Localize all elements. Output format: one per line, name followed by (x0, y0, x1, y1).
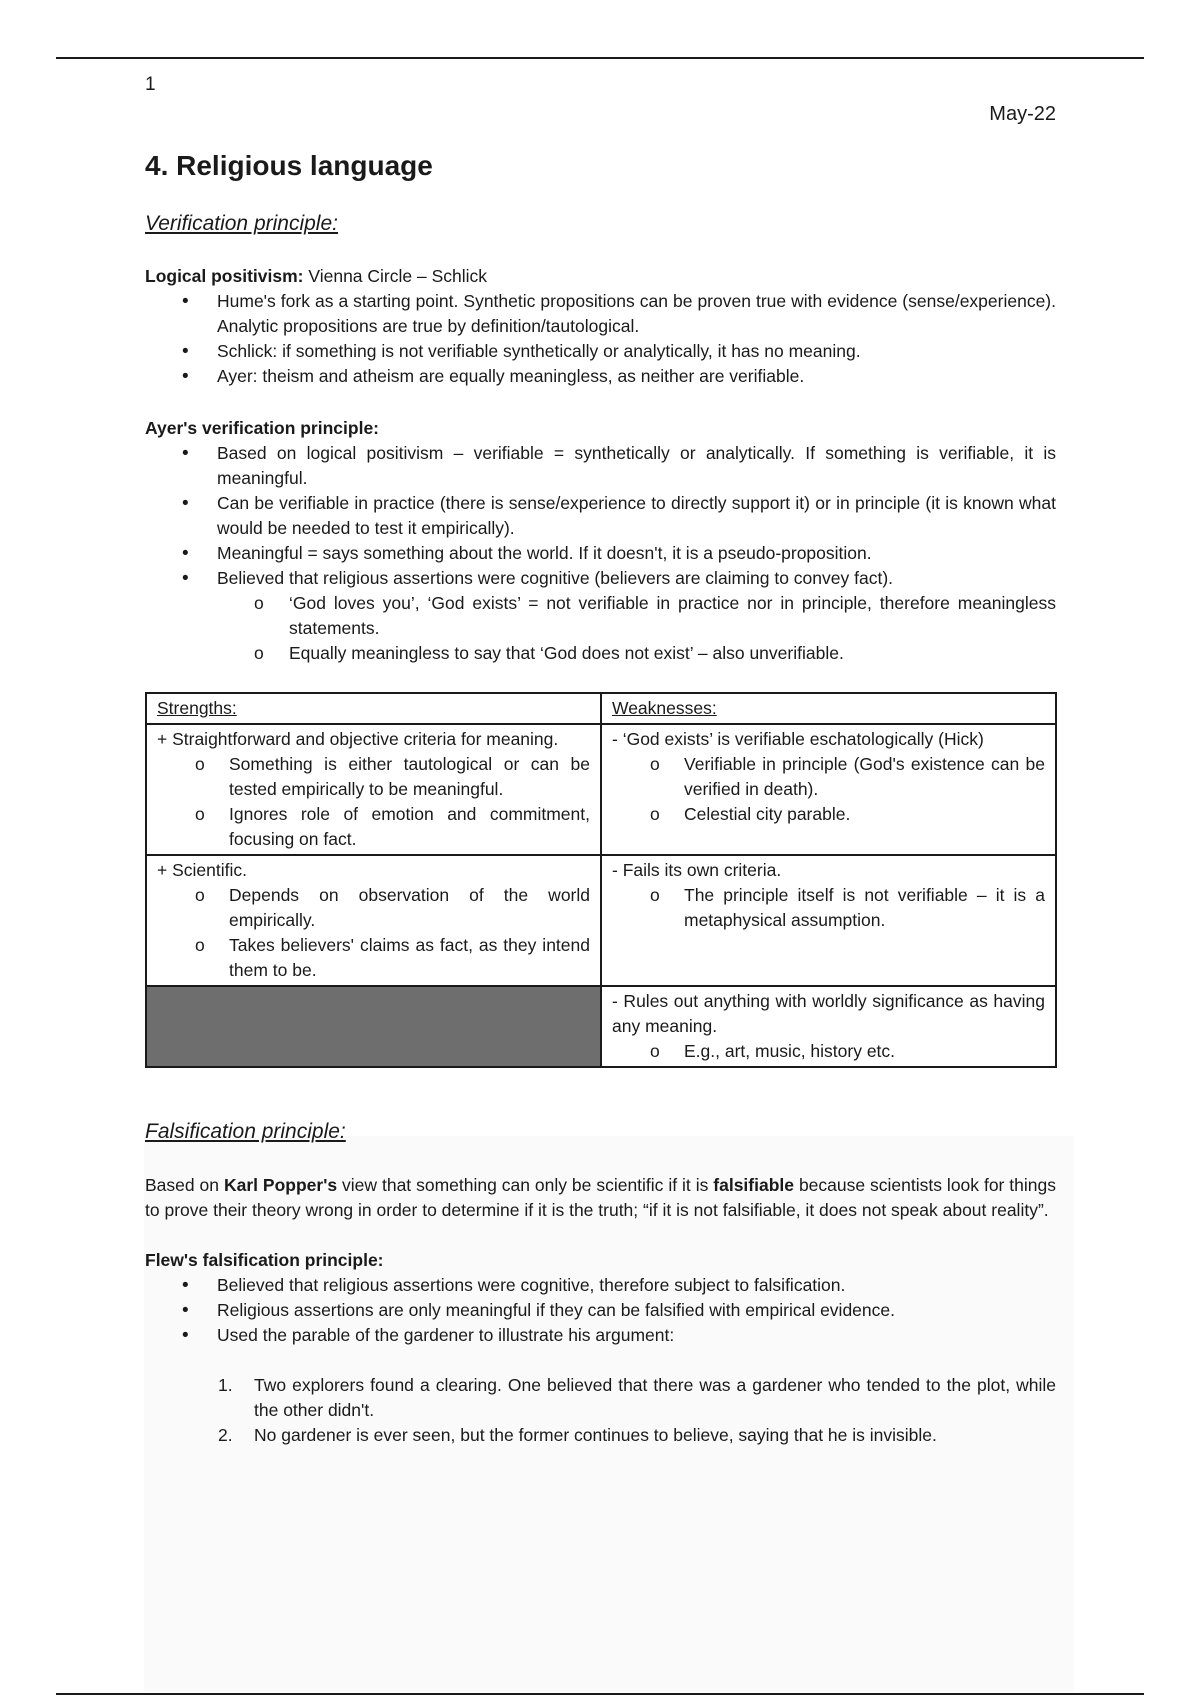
popper-text: because scientists look for things to prove their theory wrong in order to determine if it is the truth; “if it is not falsifiable, it does not speak about reality”. (145, 1175, 1057, 1220)
logical-positivism-text: Vienna Circle – Schlick (303, 266, 488, 286)
logical-positivism-label: Logical positivism: (145, 266, 304, 286)
strength-sub-list (157, 883, 590, 983)
sub-list-item: o ‘God loves you’, ‘God exists’ = not verifiable in practice nor in principle, therefore meaningless statements. (217, 591, 1056, 641)
page-number: 1 (145, 74, 156, 95)
numbered-item (145, 1373, 1056, 1423)
popper-text: Based on (145, 1175, 224, 1195)
verification-heading: Verification principle: (145, 212, 338, 235)
document-date: May-22 (989, 103, 1056, 125)
table-cell (601, 855, 1056, 986)
strength-text: + Straightforward and objective criteria for meaning. (157, 729, 559, 749)
sub-list-item: o Takes believers' claims as fact, as they intend them to be. (157, 933, 590, 983)
sub-list-item: o Ignores role of emotion and commitment, focusing on fact. (157, 802, 590, 852)
weakness-sub-list (612, 752, 1045, 827)
table-cell (601, 986, 1056, 1067)
weakness-sub-list (612, 883, 1045, 933)
list-item: • Believed that religious assertions were cognitive (believers are claiming to convey fact). (145, 566, 1056, 591)
footer-rule (56, 1693, 1144, 1695)
popper-text: view that something can only be scientific if it is (337, 1175, 714, 1195)
document-body (145, 146, 1056, 1448)
logical-positivism-line (145, 264, 1056, 289)
page-title: 4. Religious language (145, 150, 433, 181)
falsification-heading: Falsification principle: (145, 1120, 346, 1143)
table-row (146, 693, 1056, 724)
weakness-text: - ‘God exists’ is verifiable eschatologically (Hick) (612, 729, 984, 749)
flew-list (145, 1273, 1056, 1348)
weakness-sub-list (612, 1039, 1045, 1064)
ayer-sub-list (145, 591, 1056, 666)
weaknesses-header: Weaknesses: (612, 698, 717, 718)
table-cell (601, 724, 1056, 855)
table-cell (146, 724, 601, 855)
gardener-parable-list (145, 1373, 1056, 1448)
sub-list-item: o Equally meaningless to say that ‘God does not exist’ – also unverifiable. (217, 641, 1056, 666)
list-item: • Ayer: theism and atheism are equally meaningless, as neither are verifiable. (145, 364, 1056, 389)
header-rule (56, 57, 1144, 59)
strength-text: + Scientific. (157, 860, 247, 880)
list-item: • Meaningful = says something about the world. If it doesn't, it is a pseudo-proposition. (145, 541, 1056, 566)
strengths-weaknesses-table (145, 692, 1057, 1068)
item-text: No gardener is ever seen, but the former continues to believe, saying that he is invisible. (254, 1425, 937, 1445)
list-item: • Used the parable of the gardener to illustrate his argument: (145, 1323, 1056, 1348)
weakness-text: - Fails its own criteria. (612, 860, 782, 880)
table-row (146, 986, 1056, 1067)
sub-list-item: o E.g., art, music, history etc. (612, 1039, 1045, 1064)
table-cell (146, 693, 601, 724)
sub-list-item: o Celestial city parable. (612, 802, 1045, 827)
item-number: 2. (218, 1425, 233, 1445)
logical-positivism-list (145, 289, 1056, 389)
list-item: • Based on logical positivism – verifiable = synthetically or analytically. If something is verifiable, it is meaningful. (145, 441, 1056, 491)
list-item: • Can be verifiable in practice (there is sense/experience to directly support it) or in principle (it is known what would be needed to test it empirically). (145, 491, 1056, 541)
sub-list-item: o Verifiable in principle (God's existence can be verified in death). (612, 752, 1045, 802)
list-item: • Religious assertions are only meaningful if they can be falsified with empirical evidence. (145, 1298, 1056, 1323)
table-row (146, 855, 1056, 986)
list-item: • Schlick: if something is not verifiable synthetically or analytically, it has no meaning. (145, 339, 1056, 364)
flew-heading: Flew's falsification principle: (145, 1250, 384, 1270)
empty-shaded-cell (146, 986, 601, 1067)
strengths-header: Strengths: (157, 698, 237, 718)
falsifiable-keyword: falsifiable (713, 1175, 795, 1195)
popper-name: Karl Popper's (223, 1175, 338, 1195)
strength-sub-list (157, 752, 590, 852)
table-row (146, 724, 1056, 855)
item-number: 1. (218, 1375, 233, 1395)
ayer-list (145, 441, 1056, 591)
ayer-heading: Ayer's verification principle: (145, 418, 380, 438)
weakness-text: - Rules out anything with worldly significance as having any meaning. (612, 991, 1045, 1036)
numbered-item (145, 1423, 1056, 1448)
list-item: • Hume's fork as a starting point. Synthetic propositions can be proven true with evidence (sense/experience). Analytic propositions are true by definition/tautological. (145, 289, 1056, 339)
sub-list-item: o Depends on observation of the world empirically. (157, 883, 590, 933)
item-text: Two explorers found a clearing. One believed that there was a gardener who tended to the plot, while the other didn't. (254, 1375, 1056, 1420)
list-item: • Believed that religious assertions were cognitive, therefore subject to falsification. (145, 1273, 1056, 1298)
table-cell (146, 855, 601, 986)
popper-paragraph (145, 1173, 1056, 1223)
table-cell (601, 693, 1056, 724)
sub-list-item: o Something is either tautological or can be tested empirically to be meaningful. (157, 752, 590, 802)
sub-list-item: o The principle itself is not verifiable – it is a metaphysical assumption. (612, 883, 1045, 933)
